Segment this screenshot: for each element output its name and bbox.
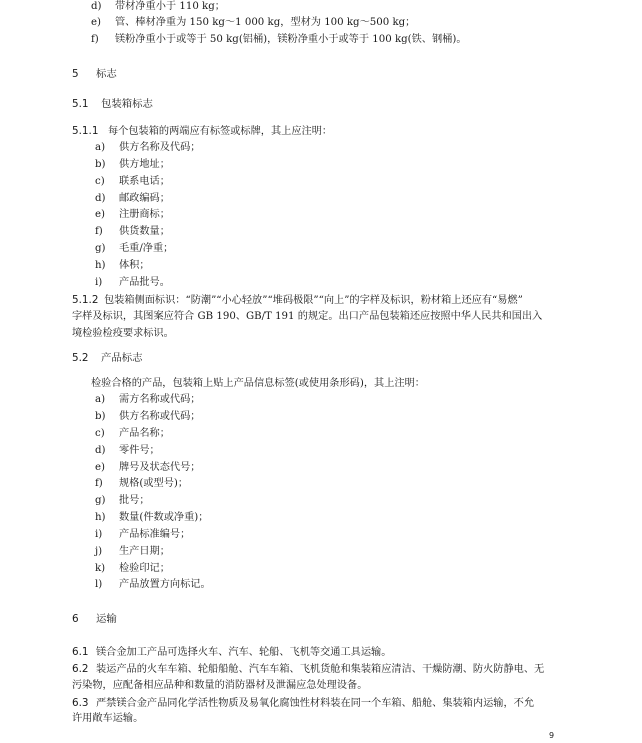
list-item: d) 邮政编码； [95,193,170,204]
section-heading-6: 6 运输 [72,613,117,625]
list-item: g) 批号； [95,495,150,506]
clause-6-3-line2: 许用敞车运输。 [72,713,144,724]
clause-6-3: 6.3 严禁镁合金产品同化学活性物质及易氧化腐蚀性材料装在同一个车箱、船舱、集装箱内运输，不允 [72,697,535,709]
list-item: l) 产品放置方向标记。 [95,579,211,590]
list-item: c) 联系电话； [95,176,170,187]
clause-6-2: 6.2 装运产品的火车车箱、轮船船舱、汽车车箱、飞机货舱和集装箱应清洁、干燥防潮、防火防静电、无 [72,663,545,675]
section-heading-5-1: 5.1 包装箱标志 [72,98,153,110]
clause-5-1-1: 5.1.1 每个包装箱的两端应有标签或标牌，其上应注明： [72,125,333,137]
list-item: i) 产品批号。 [95,277,170,288]
list-item: k) 检验印记； [95,563,170,574]
clause-6-1: 6.1 镁合金加工产品可选择火车、汽车、轮船、飞机等交通工具运输。 [72,646,392,658]
list-item: e) 牌号及状态代号； [95,462,201,473]
list-item: a) 需方名称或代码； [95,394,201,405]
clause-6-2-line2: 污染物，应配备相应品种和数量的消防器材及泄漏应急处理设备。 [72,680,368,691]
list-item: d) 带材净重小于 110 kg； [91,1,225,12]
list-item: d) 零件号； [95,445,160,456]
list-item: i) 产品标准编号； [95,529,191,540]
page-number: 9 [549,731,555,740]
list-item: e) 注册商标； [95,209,170,220]
list-item: j) 生产日期； [95,546,170,557]
list-item: e) 管、棒材净重为 150 kg～1 000 kg，型材为 100 kg～500 kg； [91,17,416,28]
list-item: f) 镁粉净重小于或等于 50 kg(铝桶)，镁粉净重小于或等于 100 kg(铁、钢桶)。 [91,34,467,45]
list-item: g) 毛重/净重； [95,243,174,254]
list-item: h) 数量(件数或净重)； [95,512,209,523]
list-item: b) 供方地址； [95,159,170,170]
clause-5-1-2-line2: 字样及标识，其图案应符合 GB 190、GB/T 191 的规定。出口产品包装箱还应按照中华人民共和国出入 [72,311,543,322]
section-heading-5: 5 标志 [72,68,117,80]
list-item: a) 供方名称及代码； [95,142,201,153]
list-item: h) 体积； [95,260,150,271]
section-heading-5-2: 5.2 产品标志 [72,352,143,364]
list-item: f) 规格(或型号)； [95,478,189,489]
list-item: b) 供方名称或代码； [95,411,201,422]
clause-5-1-2: 5.1.2 包装箱侧面标识：“防潮”“小心轻放”“堆码极限”“向上”的字样及标识，粉材箱上还应有“易燃” [72,294,523,306]
list-item: c) 产品名称； [95,428,170,439]
clause-5-1-2-line3: 境检验检疫要求标识。 [72,328,174,339]
list-item: f) 供货数量； [95,226,170,237]
intro-5-2: 检验合格的产品，包装箱上贴上产品信息标签(或使用条形码)，其上注明： [91,378,425,389]
